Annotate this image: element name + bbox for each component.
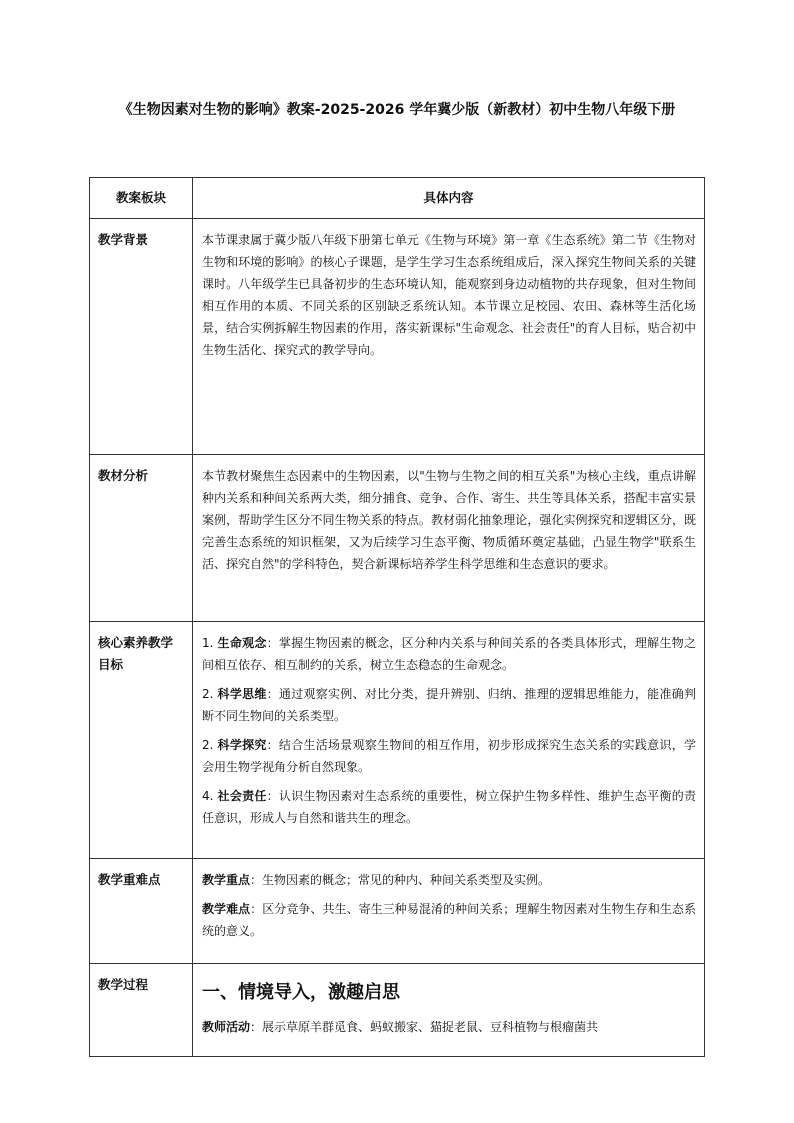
process-section-heading: 一、情境导入，激趣启思 <box>202 982 400 1003</box>
background-text: 本节课隶属于冀少版八年级下册第七单元《生物与环境》第一章《生态系统》第二节《生物对生物和环境的影响》的核心子课题，是学生学习生态系统组成后，深入探究生物间关系的关键课时。八年级学生已具备初步的生态环境认知，能观察到身边动植物的共存现象，但对生物间相互作用的本质、不同关系的区别缺乏系统认知。本节课立足校园、农田、森林等生活化场景，结合实例拆解生物因素的作用，落实新课标"生命观念、社会责任"的育人目标，贴合初中生物生活化、探究式的教学导向。 <box>202 233 696 357</box>
teacher-activity: 教师活动：展示草原羊群觅食、蚂蚁搬家、猫捉老鼠、豆科植物与根瘤菌共 <box>202 1020 599 1034</box>
goal-item: 2. 科学探究：结合生活场景观察生物间的相互作用，初步形成探究生态关系的实践意识，学会用生物学视角分析自然现象。 <box>202 738 696 774</box>
analysis-text: 本节教材聚焦生态因素中的生物因素，以"生物与生物之间的相互关系"为核心主线，重点讲解种内关系和种间关系两大类，细分捕食、竞争、合作、寄生、共生等具体关系，搭配丰富实景案例，帮助学生区分不同生物关系的特点。教材弱化抽象理论，强化实例探究和逻辑区分，既完善生态系统的知识框架，又为后续学习生态平衡、物质循环奠定基础，凸显生物学"联系生活、探究自然"的学科特色，契合新课标培养学生科学思维和生态意识的要求。 <box>202 469 696 571</box>
row-content-analysis <box>193 455 704 621</box>
difficulty-point: 教学难点：区分竞争、共生、寄生三种易混淆的种间关系；理解生物因素对生物生存和生态系统的意义。 <box>202 902 696 938</box>
goal-item: 4. 社会责任：认识生物因素对生态系统的重要性，树立保护生物多样性、维护生态平衡的责任意识，形成人与自然和谐共生的理念。 <box>202 789 696 825</box>
row-label-analysis: 教材分析 <box>90 455 193 621</box>
document-title: 《生物因素对生物的影响》教案-2025-2026 学年冀少版（新教材）初中生物八年级下册 <box>118 102 676 118</box>
goal-item: 1. 生命观念：掌握生物因素的概念，区分种内关系与种间关系的各类具体形式，理解生物之间相互依存、相互制约的关系，树立生态稳态的生命观念。 <box>202 636 696 672</box>
goal-item: 2. 科学思维：通过观察实例、对比分类，提升辨别、归纳、推理的逻辑思维能力，能准确判断不同生物间的关系类型。 <box>202 687 696 723</box>
header-col-content: 具体内容 <box>423 190 474 205</box>
table-row-analysis <box>90 455 704 622</box>
header-col-section: 教案板块 <box>90 178 193 218</box>
table-row-keypoints <box>90 859 704 964</box>
row-content-keypoints <box>193 859 704 963</box>
row-label-background: 教学背景 <box>90 219 193 454</box>
row-label-goals: 核心素养教学目标 <box>90 622 193 858</box>
row-content-goals <box>193 622 704 858</box>
row-label-keypoints: 教学重难点 <box>90 859 193 963</box>
row-content-process <box>193 964 704 1056</box>
row-label-process: 教学过程 <box>90 964 193 1056</box>
focus-point: 教学重点：生物因素的概念；常见的种内、种间关系类型及实例。 <box>202 873 551 887</box>
table-header-row <box>90 178 704 219</box>
lesson-plan-table <box>89 177 705 1057</box>
table-row-process <box>90 964 704 1056</box>
table-row-background <box>90 219 704 455</box>
row-content-background <box>193 219 704 454</box>
table-row-goals <box>90 622 704 859</box>
